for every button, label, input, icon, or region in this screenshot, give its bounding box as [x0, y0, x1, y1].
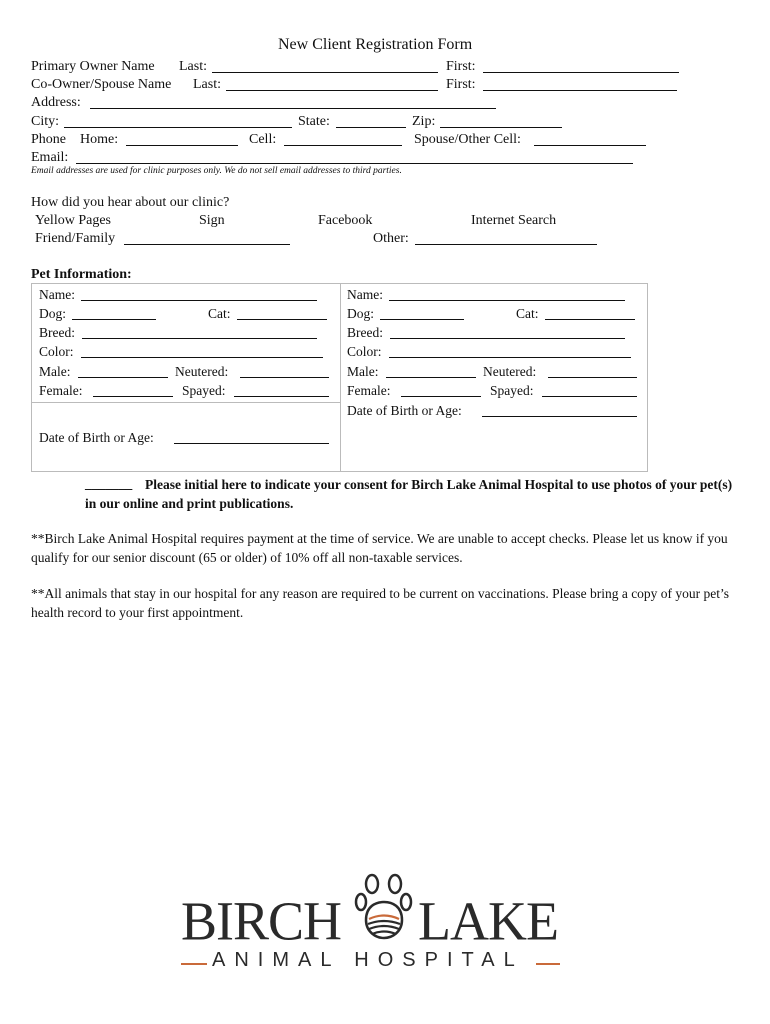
cell-phone-label: Cell: — [249, 132, 277, 147]
pet1-dob-label: Date of Birth or Age: — [39, 430, 154, 445]
option-friend-family[interactable]: Friend/Family — [35, 231, 116, 246]
pet1-dob-field[interactable] — [174, 443, 329, 444]
pet2-color-label: Color: — [347, 344, 382, 359]
primary-last-field[interactable] — [212, 72, 438, 73]
pet2-spayed-label: Spayed: — [490, 383, 534, 398]
pet1-name-label: Name: — [39, 287, 75, 302]
pet2-dog-field[interactable] — [380, 319, 464, 320]
pet2-spayed-field[interactable] — [542, 396, 637, 397]
pet1-neutered-label: Neutered: — [175, 364, 229, 379]
pet2-color-field[interactable] — [389, 357, 631, 358]
home-phone-label: Home: — [80, 132, 119, 147]
email-label: Email: — [31, 150, 69, 165]
logo-subtitle: ANIMAL HOSPITAL — [212, 949, 524, 971]
zip-field[interactable] — [440, 127, 562, 128]
option-internet-search[interactable]: Internet Search — [471, 213, 557, 228]
option-yellow-pages[interactable]: Yellow Pages — [35, 213, 111, 228]
pet-info-table — [31, 283, 648, 472]
primary-first-label: First: — [446, 59, 476, 74]
pet1-female-field[interactable] — [93, 396, 173, 397]
pet2-cat-label: Cat: — [516, 306, 539, 321]
pet2-name-field[interactable] — [389, 300, 625, 301]
pet2-cat-field[interactable] — [545, 319, 635, 320]
address-field[interactable] — [90, 108, 496, 109]
pet1-color-field[interactable] — [81, 357, 323, 358]
logo-accent-left — [181, 963, 207, 965]
pet2-dob-label: Date of Birth or Age: — [347, 403, 462, 418]
pet1-cat-field[interactable] — [237, 319, 327, 320]
pet2-neutered-field[interactable] — [548, 377, 637, 378]
home-phone-field[interactable] — [126, 145, 238, 146]
email-field[interactable] — [76, 163, 633, 164]
pet2-name-label: Name: — [347, 287, 383, 302]
state-label: State: — [298, 114, 330, 129]
referral-question: How did you hear about our clinic? — [31, 195, 230, 210]
pet1-color-label: Color: — [39, 344, 74, 359]
pet2-male-label: Male: — [347, 364, 379, 379]
pet-table-divider — [340, 284, 341, 471]
pet2-neutered-label: Neutered: — [483, 364, 537, 379]
primary-owner-name-label: Primary Owner Name — [31, 59, 155, 74]
other-field[interactable] — [415, 244, 597, 245]
pet1-spayed-label: Spayed: — [182, 383, 226, 398]
pet1-breed-field[interactable] — [82, 338, 317, 339]
logo-word-lake: LAKE — [418, 890, 558, 952]
option-facebook[interactable]: Facebook — [318, 213, 373, 228]
coowner-label: Co-Owner/Spouse Name — [31, 77, 172, 92]
pet2-male-field[interactable] — [386, 377, 476, 378]
primary-last-label: Last: — [179, 59, 207, 74]
pet1-breed-label: Breed: — [39, 325, 75, 340]
pet-info-heading: Pet Information: — [31, 267, 132, 282]
friend-family-field[interactable] — [124, 244, 290, 245]
coowner-first-field[interactable] — [483, 90, 677, 91]
email-note: Email addresses are used for clinic purposes only. We do not sell email addresses to third parties. — [31, 166, 402, 176]
other-label: Other: — [373, 231, 409, 246]
coowner-last-label: Last: — [193, 77, 221, 92]
pet2-dog-label: Dog: — [347, 306, 374, 321]
primary-first-field[interactable] — [483, 72, 679, 73]
consent-text — [85, 475, 745, 513]
payment-note: **Birch Lake Animal Hospital requires payment at the time of service. We are unable to accept checks. Please let us know if you qualify for our senior discount (65 or older) of 10% off all non-taxable services. — [31, 531, 728, 565]
pet2-breed-field[interactable] — [390, 338, 625, 339]
pet1-male-field[interactable] — [78, 377, 168, 378]
phone-label: Phone — [31, 132, 66, 147]
pet1-dog-label: Dog: — [39, 306, 66, 321]
vaccination-note: **All animals that stay in our hospital for any reason are required to be current on vaccinations. Please bring a copy of your pet’s health record to your first appointment. — [31, 586, 730, 620]
logo-word-birch: BIRCH — [181, 890, 342, 952]
pet2-breed-label: Breed: — [347, 325, 383, 340]
consent-initial-blank[interactable]: _______ — [85, 476, 133, 491]
option-sign[interactable]: Sign — [199, 213, 225, 228]
form-title: New Client Registration Form — [278, 36, 473, 53]
coowner-last-field[interactable] — [226, 90, 438, 91]
pet2-female-label: Female: — [347, 383, 391, 398]
pet1-neutered-field[interactable] — [240, 377, 329, 378]
pet1-dog-field[interactable] — [72, 319, 156, 320]
pet2-dob-field[interactable] — [482, 416, 637, 417]
primary-owner-label — [31, 58, 155, 75]
pet1-female-label: Female: — [39, 383, 83, 398]
spouse-cell-field[interactable] — [534, 145, 646, 146]
state-field[interactable] — [336, 127, 406, 128]
paw-print-icon — [354, 872, 414, 944]
pet1-row-divider — [32, 402, 340, 403]
pet1-male-label: Male: — [39, 364, 71, 379]
spouse-cell-label: Spouse/Other Cell: — [414, 132, 521, 147]
cell-phone-field[interactable] — [284, 145, 402, 146]
coowner-first-label: First: — [446, 77, 476, 92]
logo-accent-right — [536, 963, 560, 965]
pet1-cat-label: Cat: — [208, 306, 231, 321]
pet2-female-field[interactable] — [401, 396, 481, 397]
consent-text-body: Please initial here to indicate your consent for Birch Lake Animal Hospital to use photos of your pet(s) in our online and print publications. — [85, 477, 733, 511]
address-label: Address: — [31, 95, 81, 110]
city-field[interactable] — [64, 127, 292, 128]
zip-label: Zip: — [412, 114, 436, 129]
pet1-spayed-field[interactable] — [234, 396, 329, 397]
city-label: City: — [31, 114, 60, 129]
pet1-name-field[interactable] — [81, 300, 317, 301]
